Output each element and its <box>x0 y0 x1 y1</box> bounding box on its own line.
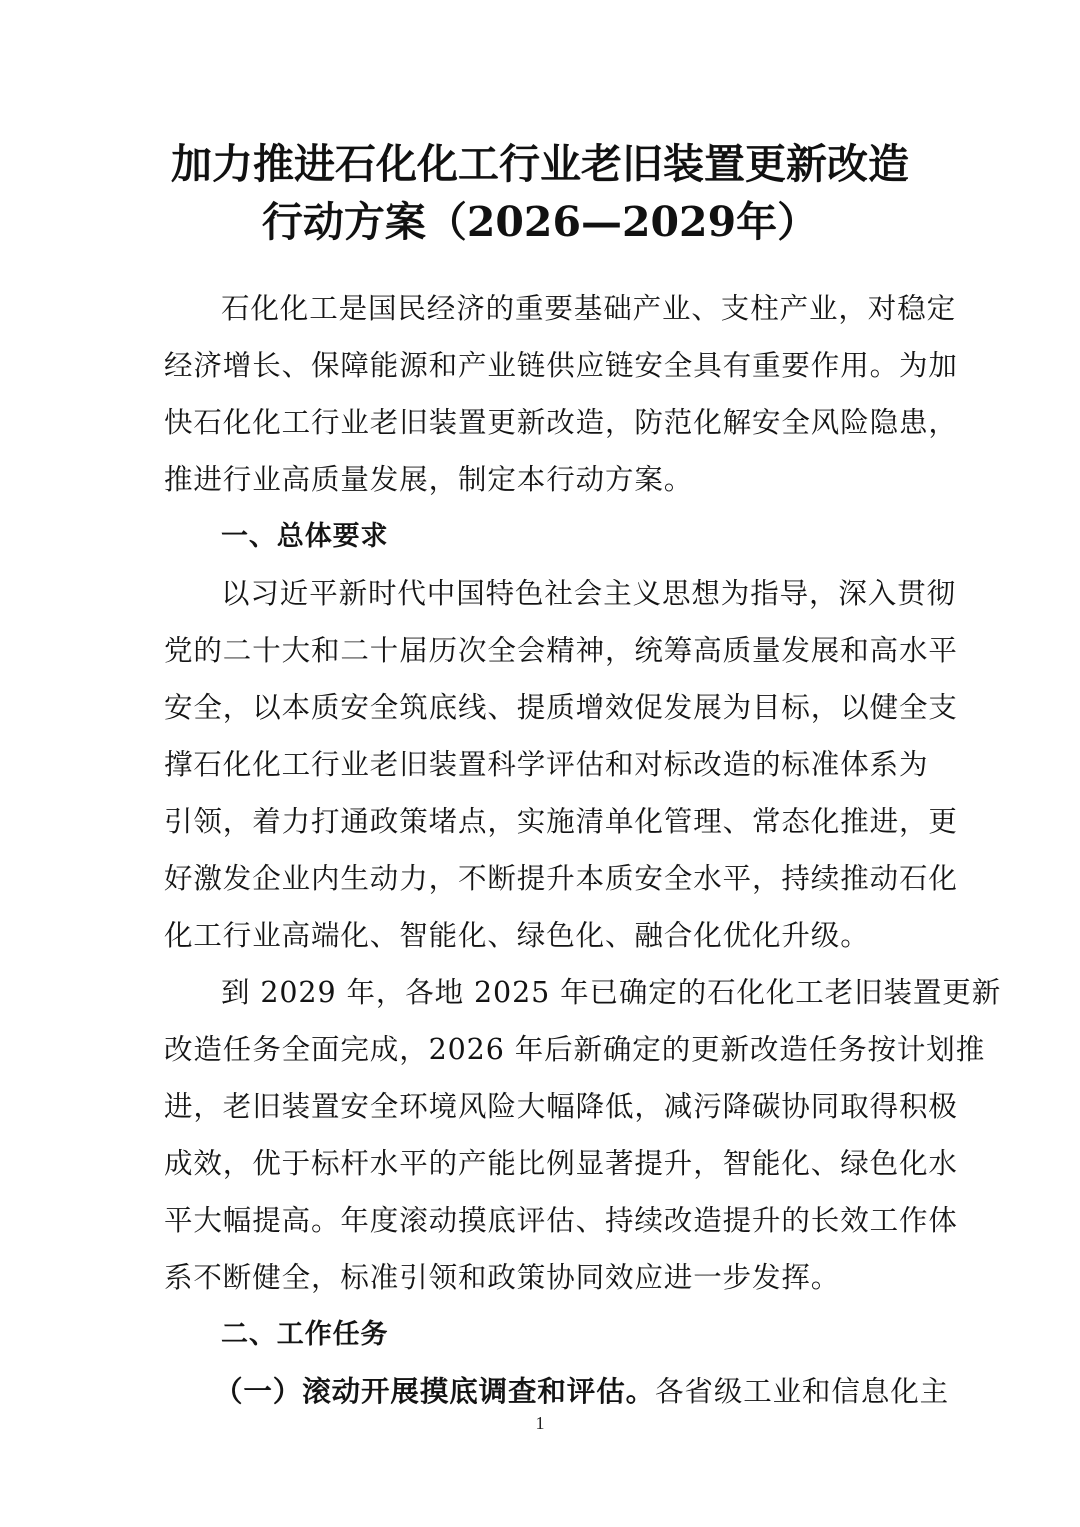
paragraph-line: 快石化化工行业老旧装置更新改造，防范化解安全风险隐患， <box>164 406 958 439</box>
paragraph-line: 改造任务全面完成，2026 年后新确定的更新改造任务按计划推 <box>164 1033 986 1066</box>
paragraph-line: 进，老旧装置安全环境风险大幅降低，减污降碳协同取得积极 <box>164 1090 958 1123</box>
intro-paragraph <box>164 280 958 508</box>
document-title-line-1: 加力推进石化化工行业老旧装置更新改造 <box>171 140 909 188</box>
paragraph-line: 推进行业高质量发展，制定本行动方案。 <box>164 463 694 496</box>
paragraph-line: 安全，以本质安全筑底线、提质增效促发展为目标，以健全支 <box>164 691 958 724</box>
paragraph-line: 党的二十大和二十届历次全会精神，统筹高质量发展和高水平 <box>164 634 958 667</box>
paragraph-line: 石化化工是国民经济的重要基础产业、支柱产业，对稳定 <box>221 292 957 325</box>
section-heading-work-tasks: 二、工作任务 <box>221 1319 389 1350</box>
paragraph-line: 到 2029 年，各地 2025 年已确定的石化化工老旧装置更新 <box>221 976 1002 1009</box>
paragraph-line: 成效，优于标杆水平的产能比例显著提升，智能化、绿色化水 <box>164 1147 958 1180</box>
paragraph-line: 撑石化化工行业老旧装置科学评估和对标改造的标准体系为 <box>164 748 929 781</box>
paragraph-line: 化工行业高端化、智能化、绿色化、融合化优化升级。 <box>164 919 870 952</box>
paragraph-line: 平大幅提高。年度滚动摸底评估、持续改造提升的长效工作体 <box>164 1204 958 1237</box>
work-task-item-1-text: 各省级工业和信息化主 <box>655 1375 950 1408</box>
paragraph-line: 系不断健全，标准引领和政策协同效应进一步发挥。 <box>164 1261 841 1294</box>
paragraph-line: 经济增长、保障能源和产业链供应链安全具有重要作用。为加 <box>164 349 958 382</box>
work-task-item-1 <box>164 1363 950 1420</box>
section-heading-general-requirements: 一、总体要求 <box>221 521 389 552</box>
work-task-item-1-lead: （一）滚动开展摸底调查和评估。 <box>214 1374 656 1408</box>
document-body <box>164 280 1002 1420</box>
page-number: 1 <box>535 1413 545 1433</box>
paragraph-line: 引领，着力打通政策堵点，实施清单化管理、常态化推进，更 <box>164 805 958 838</box>
document-title-line-2: 行动方案（2026—2029年） <box>261 198 819 246</box>
general-requirements-paragraph <box>164 565 958 964</box>
paragraph-line: 好激发企业内生动力，不断提升本质安全水平，持续推动石化 <box>164 862 958 895</box>
goals-2029-paragraph <box>164 964 1002 1306</box>
paragraph-line: 以习近平新时代中国特色社会主义思想为指导，深入贯彻 <box>221 577 957 610</box>
